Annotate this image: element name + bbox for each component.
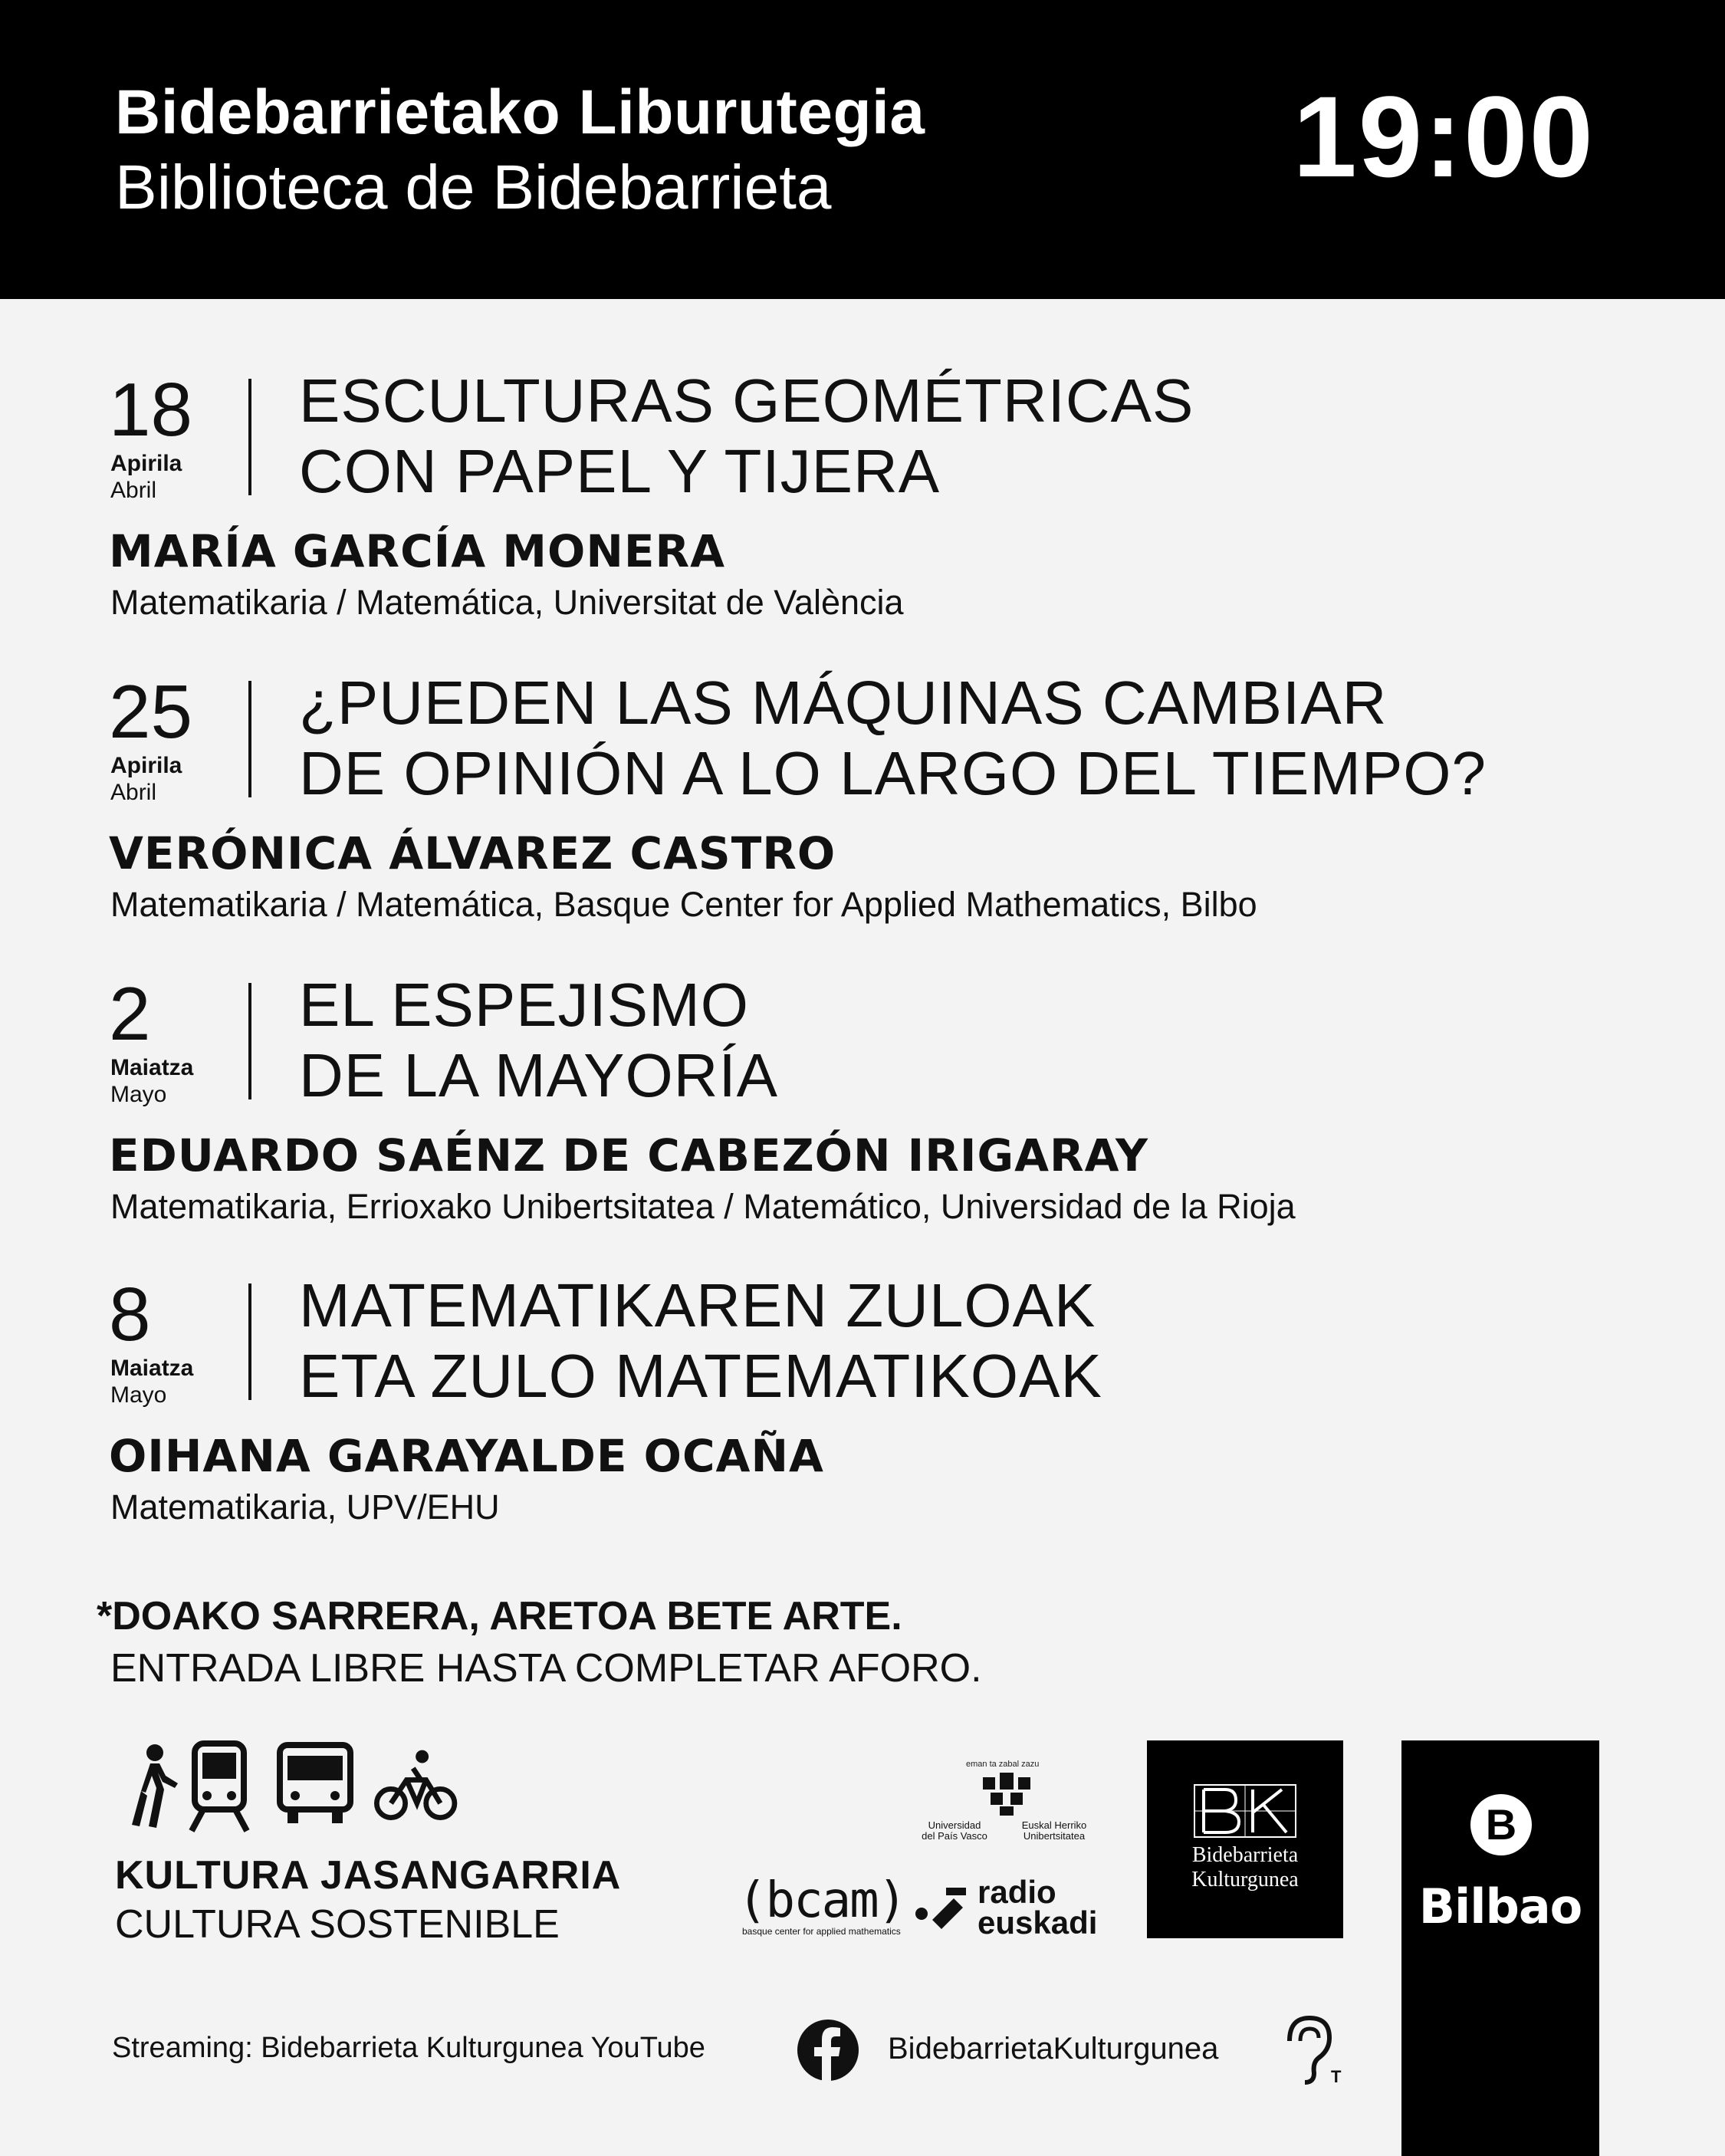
separator-line: [248, 379, 251, 495]
event-day: 18: [109, 367, 193, 452]
separator-line: [248, 681, 251, 797]
event-affiliation: Matematikaria, Errioxako Unibertsitatea / Matemático, Universidad de la Rioja: [110, 1187, 1296, 1226]
separator-line: [248, 983, 251, 1099]
bk-name: [1147, 1843, 1343, 1892]
event-speaker: MARÍA GARCÍA MONERA: [109, 525, 726, 577]
event-month-es: Mayo: [110, 1382, 167, 1408]
event-affiliation: Matematikaria / Matemática, Universitat de València: [110, 583, 904, 622]
event-month-eu: Maiatza: [110, 1055, 194, 1080]
upv-eu-line1: Euskal Herriko: [1021, 1819, 1087, 1831]
event-month-eu: Apirila: [110, 451, 182, 476]
event-day: 25: [109, 669, 193, 754]
event-month-eu: Maiatza: [110, 1356, 194, 1381]
bk-name-line1: Bidebarrieta: [1191, 1843, 1299, 1867]
radio-euskadi-icon: [912, 1880, 974, 1934]
streaming-info: Streaming: Bidebarrieta Kulturgunea YouTube: [112, 2032, 705, 2064]
bcam-logo: (bcam): [738, 1872, 906, 1929]
event-speaker: VERÓNICA ÁLVAREZ CASTRO: [109, 827, 836, 879]
event-affiliation: Matematikaria, UPV/EHU: [110, 1487, 500, 1527]
event-speaker: OIHANA GARAYALDE OCAÑA: [109, 1430, 824, 1482]
bk-monogram-icon: [1193, 1783, 1297, 1839]
bilbao-wordmark: Bilbao: [1418, 1878, 1582, 1934]
venue-name-es: Biblioteca de Bidebarrieta: [115, 153, 832, 222]
radio-line1: radio: [978, 1874, 1056, 1910]
svg-text:T: T: [1331, 2067, 1342, 2086]
free-entry-notice-es: ENTRADA LIBRE HASTA COMPLETAR AFORO.: [110, 1646, 982, 1691]
event-title-line1: ¿PUEDEN LAS MÁQUINAS CAMBIAR: [299, 669, 1388, 737]
walking-icon: [107, 1740, 192, 1832]
event-month-eu: Apirila: [110, 753, 182, 778]
event-month-es: Abril: [110, 780, 157, 805]
upv-es-line1: Universidad: [928, 1819, 981, 1831]
event-month-es: Abril: [110, 478, 157, 503]
event-title-line1: MATEMATIKAREN ZULOAK: [299, 1271, 1096, 1339]
event-month-es: Mayo: [110, 1082, 167, 1107]
radio-line2: euskadi: [978, 1905, 1098, 1941]
event-item: [0, 971, 1725, 1274]
event-day: 8: [109, 1272, 151, 1356]
separator-line: [248, 1283, 251, 1400]
header-bar: [0, 0, 1725, 299]
upv-motto: eman ta zabal zazu: [966, 1760, 1040, 1769]
event-speaker: EDUARDO SAÉNZ DE CABEZÓN IRIGARAY: [109, 1129, 1148, 1182]
sustainable-culture-eu: KULTURA JASANGARRIA: [115, 1853, 622, 1898]
upv-eu-line2: Unibertsitatea: [1023, 1830, 1086, 1842]
event-item: [0, 1271, 1725, 1575]
bicycle-icon: [374, 1740, 458, 1832]
sustainable-culture-es: CULTURA SOSTENIBLE: [115, 1902, 560, 1947]
train-icon: [184, 1740, 268, 1832]
bilbao-b-icon: B: [1470, 1794, 1532, 1855]
event-title-line1: EL ESPEJISMO: [299, 971, 749, 1039]
upv-name-es: [905, 1820, 1004, 1842]
event-title-line2: ETA ZULO MATEMATIKOAK: [299, 1342, 1102, 1410]
event-affiliation: Matematikaria / Matemática, Basque Center for Applied Mathematics, Bilbo: [110, 885, 1257, 924]
bus-icon: [272, 1740, 356, 1832]
event-item: [0, 669, 1725, 972]
bk-name-line2: Kulturgunea: [1191, 1868, 1299, 1891]
bidebarrieta-kulturgunea-logo: [1147, 1740, 1343, 1938]
hearing-loop-icon: [1279, 2013, 1348, 2087]
upv-name-eu: [1004, 1820, 1104, 1842]
bcam-subtitle: basque center for applied mathematics: [742, 1926, 901, 1937]
event-day: 2: [109, 971, 151, 1056]
event-title-line2: CON PAPEL Y TIJERA: [299, 437, 941, 505]
radio-euskadi-logo: [978, 1874, 1098, 1941]
venue-name-eu: Bidebarrietako Liburutegia: [115, 77, 925, 147]
free-entry-notice-eu: *DOAKO SARRERA, ARETOA BETE ARTE.: [97, 1594, 902, 1638]
upv-es-line2: del País Vasco: [922, 1830, 987, 1842]
event-time: 19:00: [1293, 72, 1595, 201]
event-title-line2: DE LA MAYORÍA: [299, 1041, 779, 1109]
event-title-line2: DE OPINIÓN A LO LARGO DEL TIEMPO?: [299, 739, 1487, 807]
facebook-icon[interactable]: [796, 2018, 860, 2082]
upv-ehu-logo-icon: [977, 1770, 1037, 1817]
event-title-line1: ESCULTURAS GEOMÉTRICAS: [299, 366, 1194, 435]
event-item: [0, 366, 1725, 670]
facebook-handle[interactable]: BidebarrietaKulturgunea: [888, 2032, 1219, 2066]
